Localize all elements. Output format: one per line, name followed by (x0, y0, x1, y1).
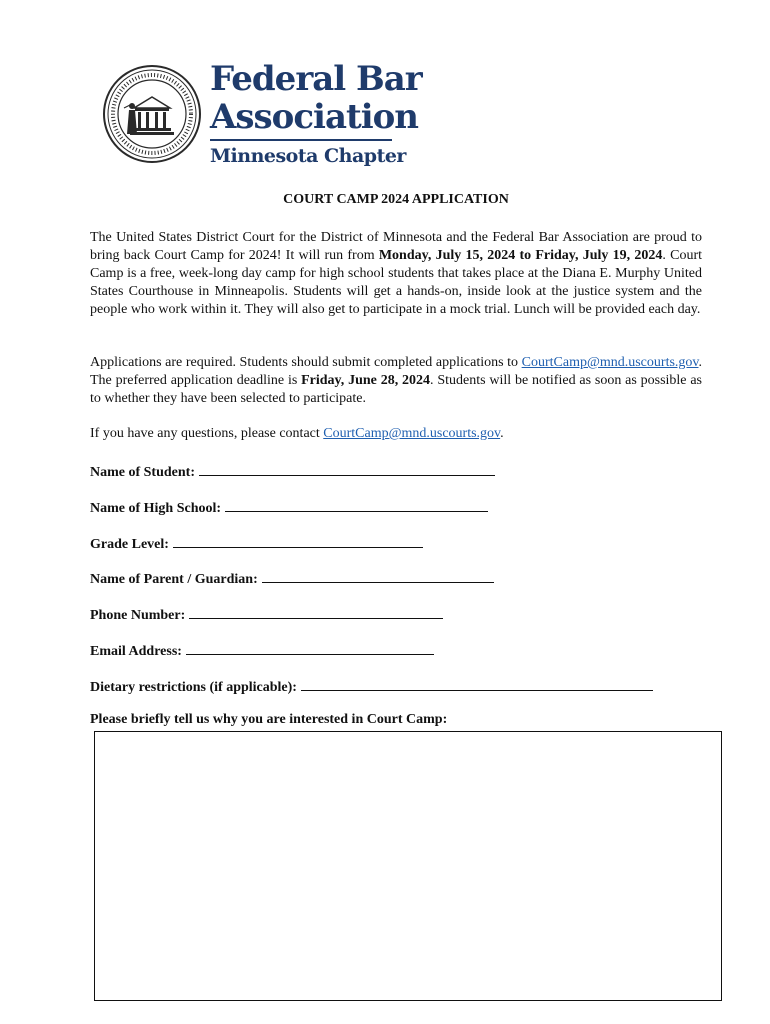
logo-divider (210, 139, 392, 141)
high-school-blank[interactable] (225, 497, 488, 512)
logo-line-3: Minnesota Chapter (210, 145, 406, 167)
student-name-blank[interactable] (199, 461, 495, 476)
grade-level-label: Grade Level: (90, 537, 169, 552)
fba-seal-icon (102, 64, 202, 164)
logo-text (210, 60, 422, 167)
applications-paragraph (90, 354, 702, 408)
dietary-restrictions-field (90, 676, 653, 697)
phone-number-field (90, 604, 443, 625)
applications-text-2: . The preferred application deadline is (90, 355, 702, 388)
parent-guardian-label: Name of Parent / Guardian: (90, 572, 258, 587)
email-address-field (90, 640, 434, 661)
logo-line-2: Association (210, 97, 419, 137)
grade-level-blank[interactable] (173, 533, 423, 548)
phone-number-blank[interactable] (189, 604, 443, 619)
questions-paragraph (90, 425, 702, 443)
contact-email-link[interactable]: CourtCamp@mnd.uscourts.gov (323, 426, 501, 441)
grade-level-field (90, 533, 423, 554)
email-address-label: Email Address: (90, 644, 182, 659)
camp-dates: Monday, July 15, 2024 to Friday, July 19, 2024 (378, 248, 663, 263)
high-school-field (90, 497, 488, 518)
dietary-restrictions-blank[interactable] (301, 676, 653, 691)
parent-guardian-blank[interactable] (262, 568, 494, 583)
intro-text-1: The United States District Court for the District of Minnesota and the Federal Bar Association are proud to bring back Court Camp for 2024! It will run from (90, 230, 702, 263)
student-name-field (90, 461, 495, 482)
student-name-label: Name of Student: (90, 465, 195, 480)
questions-text-1: If you have any questions, please contact (90, 426, 324, 441)
parent-guardian-field (90, 568, 494, 589)
high-school-label: Name of High School: (90, 501, 222, 516)
applications-text-3: . Students will be notified as soon as possible as to whether they have been selected to participate. (90, 373, 702, 406)
dietary-restrictions-label: Dietary restrictions (if applicable): (90, 680, 297, 695)
submission-email-link[interactable]: CourtCamp@mnd.uscourts.gov (521, 355, 699, 370)
document-title: COURT CAMP 2024 APPLICATION (283, 192, 509, 207)
intro-text-2: . Court Camp is a free, week-long day camp for high school students that takes place at the Diana E. Murphy United States Courthouse in Minneapolis. Students will get a hands-on, inside look at the justice system and the people who work within it. They will also get to participate in a mock trial. Lunch will be provided each day. (90, 248, 702, 317)
application-deadline: Friday, June 28, 2024 (301, 373, 431, 388)
questions-text-2: . (500, 426, 504, 441)
applications-text-1: Applications are required. Students should submit completed applications to (90, 355, 522, 370)
interest-question: Please briefly tell us why you are interested in Court Camp: (90, 712, 448, 727)
interest-answer-box[interactable] (94, 731, 722, 1001)
fba-logo (92, 56, 422, 174)
email-address-blank[interactable] (186, 640, 434, 655)
logo-line-1: Federal Bar (210, 59, 422, 99)
phone-number-label: Phone Number: (90, 608, 186, 623)
intro-paragraph (90, 229, 702, 319)
